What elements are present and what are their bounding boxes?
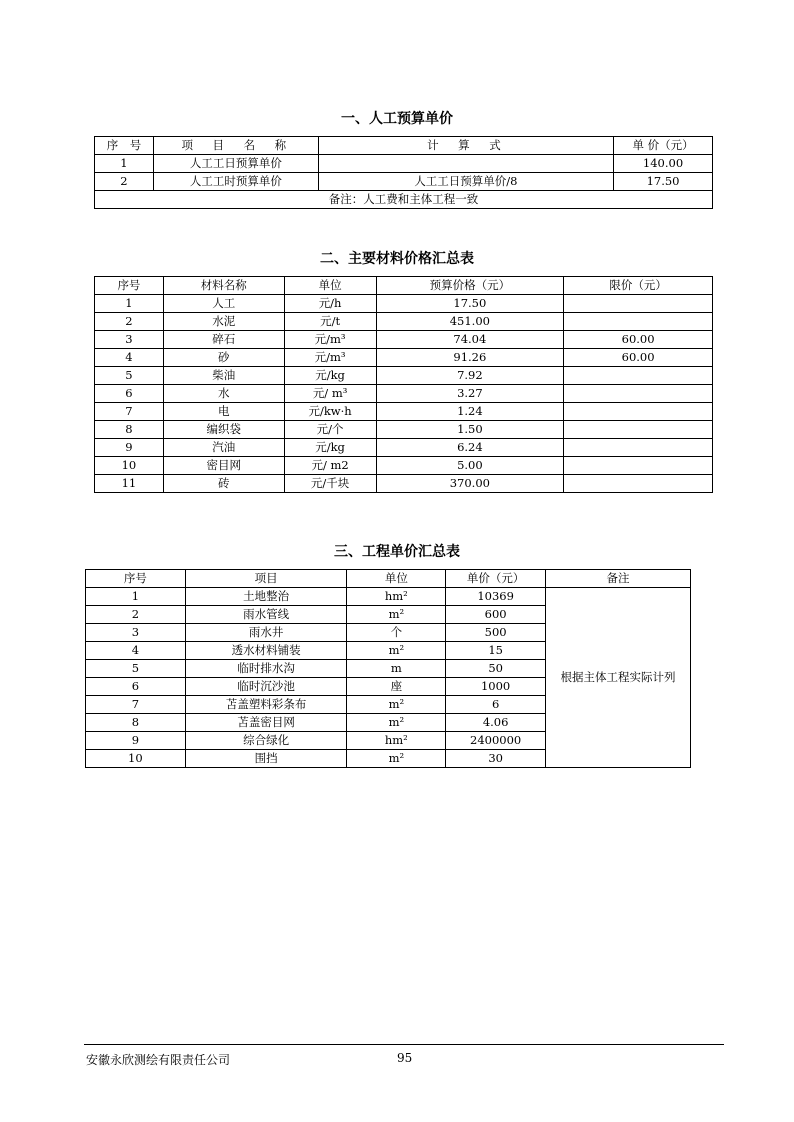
header-cell: 项目 bbox=[185, 570, 347, 588]
header-cell: 单 价（元） bbox=[614, 137, 713, 155]
table-cell: 元/kw·h bbox=[284, 403, 376, 421]
table-cell: 电 bbox=[163, 403, 284, 421]
table-cell: 10369 bbox=[446, 588, 546, 606]
table-cell: 临时沉沙池 bbox=[185, 678, 347, 696]
table-cell: 4.06 bbox=[446, 714, 546, 732]
table-cell: 500 bbox=[446, 624, 546, 642]
table-row bbox=[95, 173, 713, 191]
table-cell: 元/ m2 bbox=[284, 457, 376, 475]
table-row bbox=[95, 313, 713, 331]
table-cell: 60.00 bbox=[564, 349, 713, 367]
table-cell: 座 bbox=[347, 678, 446, 696]
table-row bbox=[86, 588, 691, 606]
table-cell: 人工 bbox=[163, 295, 284, 313]
table-cell: 元/千块 bbox=[284, 475, 376, 493]
table-cell: 人工工日预算单价 bbox=[153, 155, 318, 173]
table-cell: 9 bbox=[86, 732, 186, 750]
page-number: 95 bbox=[397, 1051, 413, 1065]
table-cell: 10 bbox=[86, 750, 186, 768]
table-cell: 5 bbox=[86, 660, 186, 678]
table-row bbox=[95, 385, 713, 403]
table-cell: 元/t bbox=[284, 313, 376, 331]
table-cell: 3.27 bbox=[376, 385, 564, 403]
table-cell: m² bbox=[347, 642, 446, 660]
header-cell: 单价（元） bbox=[446, 570, 546, 588]
table-cell: 元/m³ bbox=[284, 331, 376, 349]
table-cell: 30 bbox=[446, 750, 546, 768]
table-cell: 60.00 bbox=[564, 331, 713, 349]
header-cell: 项 目 名 称 bbox=[153, 137, 318, 155]
table-cell bbox=[564, 457, 713, 475]
table-cell: 水 bbox=[163, 385, 284, 403]
table-row bbox=[95, 421, 713, 439]
table-cell: 苫盖密目网 bbox=[185, 714, 347, 732]
table-cell: 综合绿化 bbox=[185, 732, 347, 750]
table-cell: 元/ m³ bbox=[284, 385, 376, 403]
table-cell: 3 bbox=[95, 331, 164, 349]
material-price-table bbox=[94, 276, 713, 493]
table-cell: 50 bbox=[446, 660, 546, 678]
table-cell: 1000 bbox=[446, 678, 546, 696]
table-cell: m² bbox=[347, 714, 446, 732]
table-cell bbox=[318, 155, 613, 173]
section1-title: 一、人工预算单价 bbox=[341, 111, 453, 127]
table-cell: 元/个 bbox=[284, 421, 376, 439]
table-cell: 苫盖塑料彩条布 bbox=[185, 696, 347, 714]
table-cell: 砂 bbox=[163, 349, 284, 367]
table-cell: m² bbox=[347, 750, 446, 768]
remark-cell: 根据主体工程实际计列 bbox=[546, 588, 691, 768]
table-cell: m² bbox=[347, 606, 446, 624]
table-cell: 临时排水沟 bbox=[185, 660, 347, 678]
header-cell: 材料名称 bbox=[163, 277, 284, 295]
table-cell: 8 bbox=[86, 714, 186, 732]
table-cell: 元/m³ bbox=[284, 349, 376, 367]
table-cell: 9 bbox=[95, 439, 164, 457]
table-cell: 6.24 bbox=[376, 439, 564, 457]
table-cell: 451.00 bbox=[376, 313, 564, 331]
header-cell: 单位 bbox=[284, 277, 376, 295]
table-cell: 600 bbox=[446, 606, 546, 624]
table-cell: 人工工时预算单价 bbox=[153, 173, 318, 191]
table-row bbox=[95, 475, 713, 493]
table-cell bbox=[564, 439, 713, 457]
table-header-row bbox=[86, 570, 691, 588]
table-cell: 雨水井 bbox=[185, 624, 347, 642]
table-cell: 6 bbox=[86, 678, 186, 696]
table-cell: 编织袋 bbox=[163, 421, 284, 439]
table-cell: 2 bbox=[95, 313, 164, 331]
table-cell bbox=[564, 385, 713, 403]
table-cell: 7 bbox=[95, 403, 164, 421]
note-row bbox=[95, 191, 713, 209]
table-cell: 4 bbox=[95, 349, 164, 367]
note-cell: 备注：人工费和主体工程一致 bbox=[95, 191, 713, 209]
table-cell: 元/kg bbox=[284, 439, 376, 457]
table-cell: 密目网 bbox=[163, 457, 284, 475]
table-row bbox=[95, 155, 713, 173]
table-row bbox=[95, 295, 713, 313]
table-cell: 74.04 bbox=[376, 331, 564, 349]
table-cell bbox=[564, 313, 713, 331]
table-cell: 370.00 bbox=[376, 475, 564, 493]
table-cell: 17.50 bbox=[376, 295, 564, 313]
table-cell: 个 bbox=[347, 624, 446, 642]
table-cell: 土地整治 bbox=[185, 588, 347, 606]
table-cell: 1 bbox=[95, 295, 164, 313]
table-cell: 7.92 bbox=[376, 367, 564, 385]
table-row bbox=[95, 367, 713, 385]
section2-title: 二、主要材料价格汇总表 bbox=[320, 251, 474, 267]
table-cell: 6 bbox=[95, 385, 164, 403]
section3-title: 三、工程单价汇总表 bbox=[334, 544, 460, 560]
table-cell: 2 bbox=[86, 606, 186, 624]
table-cell: 汽油 bbox=[163, 439, 284, 457]
table-row bbox=[95, 349, 713, 367]
table-header-row bbox=[95, 277, 713, 295]
table-cell: 2 bbox=[95, 173, 154, 191]
table-cell: 2400000 bbox=[446, 732, 546, 750]
table-cell: 柴油 bbox=[163, 367, 284, 385]
table-cell bbox=[564, 367, 713, 385]
header-cell: 计 算 式 bbox=[318, 137, 613, 155]
table-cell: 围挡 bbox=[185, 750, 347, 768]
header-cell: 序号 bbox=[86, 570, 186, 588]
table-cell: 元/h bbox=[284, 295, 376, 313]
table-cell: 4 bbox=[86, 642, 186, 660]
table-cell: 6 bbox=[446, 696, 546, 714]
table-cell bbox=[564, 403, 713, 421]
table-header-row bbox=[95, 137, 713, 155]
table-cell: hm² bbox=[347, 732, 446, 750]
table-cell: 人工工日预算单价/8 bbox=[318, 173, 613, 191]
table-cell: 水泥 bbox=[163, 313, 284, 331]
table-cell: 1 bbox=[95, 155, 154, 173]
table-cell: 15 bbox=[446, 642, 546, 660]
table-cell: 7 bbox=[86, 696, 186, 714]
table-cell: 140.00 bbox=[614, 155, 713, 173]
header-cell: 单位 bbox=[347, 570, 446, 588]
table-cell: hm² bbox=[347, 588, 446, 606]
table-cell: 1.50 bbox=[376, 421, 564, 439]
table-cell: 11 bbox=[95, 475, 164, 493]
table-cell bbox=[564, 295, 713, 313]
table-cell: 1 bbox=[86, 588, 186, 606]
table-row bbox=[95, 331, 713, 349]
table-cell: 5.00 bbox=[376, 457, 564, 475]
header-cell: 预算价格（元） bbox=[376, 277, 564, 295]
table-cell: 10 bbox=[95, 457, 164, 475]
table-cell: 透水材料铺装 bbox=[185, 642, 347, 660]
footer-company: 安徽永欣测绘有限责任公司 bbox=[86, 1053, 231, 1067]
table-cell: 5 bbox=[95, 367, 164, 385]
table-row bbox=[95, 403, 713, 421]
table-cell: 碎石 bbox=[163, 331, 284, 349]
table-cell: 17.50 bbox=[614, 173, 713, 191]
table-cell: m bbox=[347, 660, 446, 678]
table-cell bbox=[564, 475, 713, 493]
table-cell: 砖 bbox=[163, 475, 284, 493]
table-cell: 1.24 bbox=[376, 403, 564, 421]
header-cell: 序 号 bbox=[95, 137, 154, 155]
table-row bbox=[95, 457, 713, 475]
footer-divider bbox=[84, 1044, 724, 1045]
table-cell: 元/kg bbox=[284, 367, 376, 385]
table-row bbox=[95, 439, 713, 457]
table-cell: 3 bbox=[86, 624, 186, 642]
table-cell: 91.26 bbox=[376, 349, 564, 367]
table-cell: m² bbox=[347, 696, 446, 714]
labor-price-table bbox=[94, 136, 713, 209]
table-cell: 8 bbox=[95, 421, 164, 439]
header-cell: 备注 bbox=[546, 570, 691, 588]
table-cell: 雨水管线 bbox=[185, 606, 347, 624]
unit-price-table bbox=[85, 569, 691, 768]
header-cell: 序号 bbox=[95, 277, 164, 295]
table-cell bbox=[564, 421, 713, 439]
header-cell: 限价（元） bbox=[564, 277, 713, 295]
